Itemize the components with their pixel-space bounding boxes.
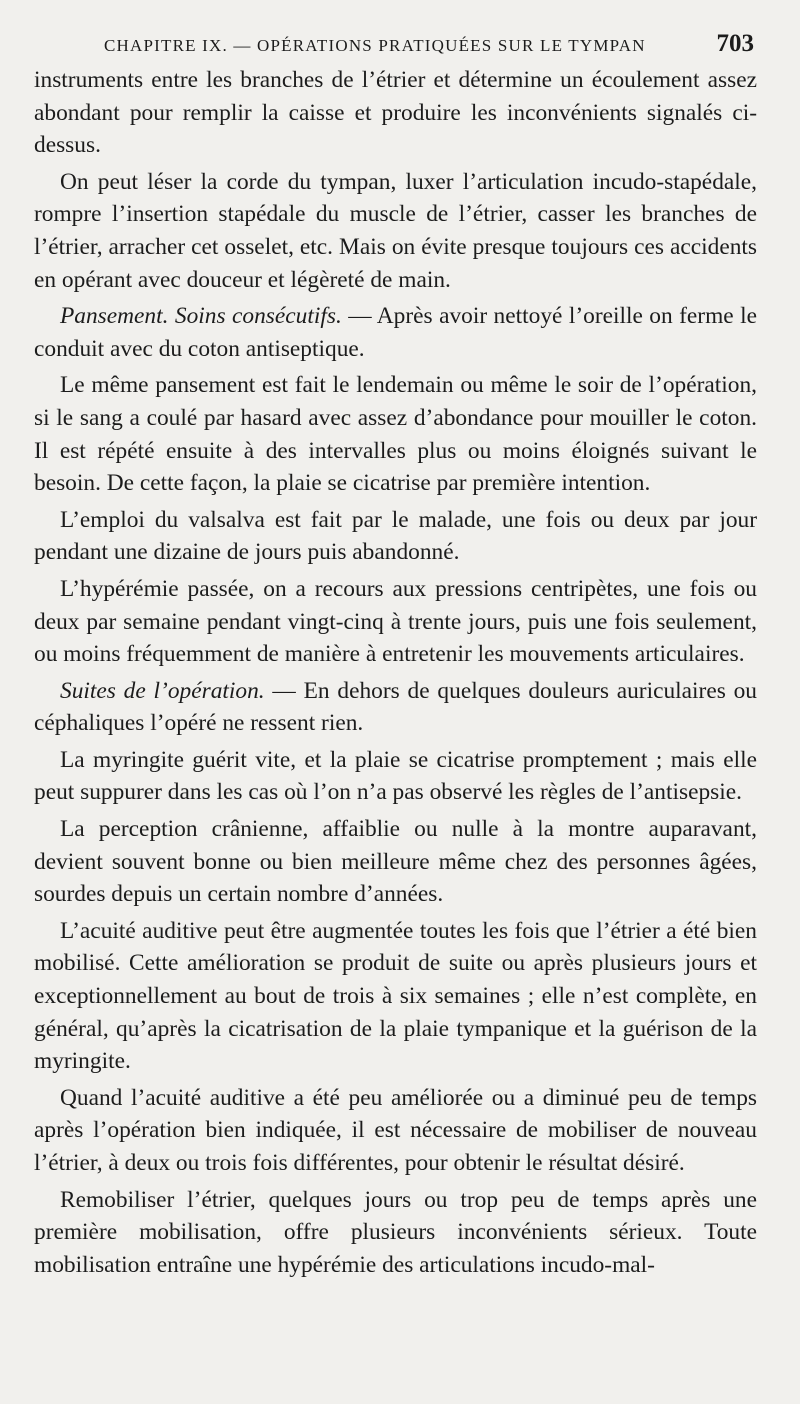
paragraph-text: — En dehors de quelques douleurs auriculaires ou céphaliques l’opéré ne ressent rien. bbox=[34, 677, 757, 737]
page-header bbox=[104, 30, 754, 64]
paragraph bbox=[34, 300, 757, 365]
paragraph: instruments entre les branches de l’étrier et détermine un écoulement assez abondant pour remplir la caisse et produire les inconvénients signalés ci-dessus. bbox=[34, 67, 757, 159]
body-text bbox=[34, 64, 757, 1281]
section-heading: Suites de l’opération. bbox=[60, 677, 265, 704]
paragraph: Quand l’acuité auditive a été peu améliorée ou a diminué peu de temps après l’opération bien indiquée, il est nécessaire de mobiliser de nouveau l’étrier, à deux ou trois fois différentes, pour obtenir le résultat désiré. bbox=[34, 1084, 757, 1176]
paragraph: L’acuité auditive peut être augmentée toutes les fois que l’étrier a été bien mobilisé. Cette amélioration se produit de suite ou après plusieurs jours et exceptionnellement au bout de trois à six semaines ; elle n’est complète, en général, qu’après la cicatrisation de la plaie tympanique et la guérison de la myringite. bbox=[34, 917, 757, 1075]
paragraph: On peut léser la corde du tympan, luxer l’articulation incudo-stapédale, rompre l’insertion stapédale du muscle de l’étrier, casser les branches de l’étrier, arracher cet osselet, etc. Mais on évite presque toujours ces accidents en opérant avec douceur et légèreté de main. bbox=[34, 168, 757, 293]
paragraph: L’hypérémie passée, on a recours aux pressions centripètes, une fois ou deux par semaine pendant vingt-cinq à trente jours, puis une fois seulement, ou moins fréquemment de manière à entretenir les mouvements articulaires. bbox=[34, 575, 757, 668]
running-head: CHAPITRE IX. — OPÉRATIONS PRATIQUÉES SUR LE TYMPAN bbox=[104, 36, 646, 55]
page-number: 703 bbox=[716, 30, 754, 57]
paragraph-text: — Après avoir nettoyé l’oreille on ferme le conduit avec du coton antiseptique. bbox=[34, 303, 757, 362]
paragraph: La myringite guérit vite, et la plaie se cicatrise promptement ; mais elle peut suppurer dans les cas où l’on n’a pas observé les règles de l’antisepsie. bbox=[34, 746, 757, 806]
paragraph bbox=[34, 675, 757, 740]
paragraph: L’emploi du valsalva est fait par le malade, une fois ou deux par jour pendant une dizaine de jours puis abandonné. bbox=[34, 506, 757, 566]
paragraph: La perception crânienne, affaiblie ou nulle à la montre auparavant, devient souvent bonne ou bien meilleure même chez des personnes âgées, sourdes depuis un certain nombre d’années. bbox=[34, 816, 757, 908]
section-heading: Pansement. Soins consécutifs. bbox=[60, 303, 342, 330]
paragraph: Le même pansement est fait le lendemain ou même le soir de l’opération, si le sang a coulé par hasard avec assez d’abondance pour mouiller le coton. Il est répété ensuite à des intervalles plus ou moins éloignés suivant le besoin. De cette façon, la plaie se cicatrise par première intention. bbox=[34, 372, 757, 497]
paragraph: Remobiliser l’étrier, quelques jours ou trop peu de temps après une première mobilisation, offre plusieurs inconvénients sérieux. Toute mobilisation entraîne une hypérémie des articulations incudo-mal- bbox=[34, 1186, 757, 1278]
